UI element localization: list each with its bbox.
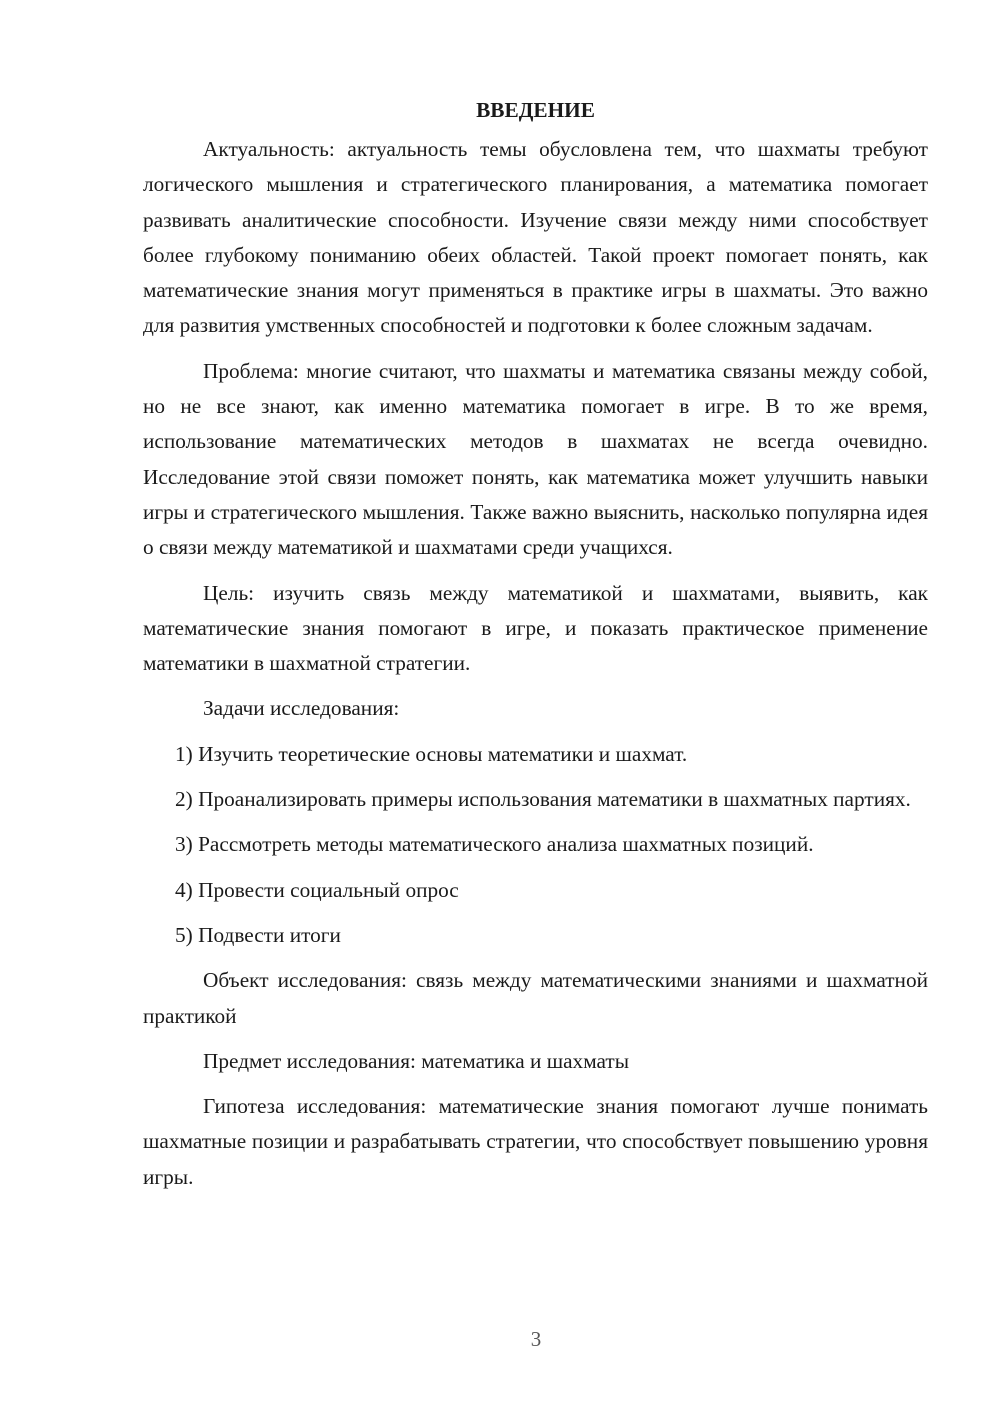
task-item-4: 4) Провести социальный опрос [175,877,459,902]
task-item-2: 2) Проанализировать примеры использования математики в шахматных партиях. [175,787,911,812]
paragraph-relevance: Актуальность: актуальность темы обусловлена тем, что шахматы требуют логического мышления и стратегического планирования, а математика помогает развивать аналитические способности. Изучение связи между ними способствует более глубокому пониманию обеих областей. Такой проект помогает понять, как математические знания могут применяться в практике игры в шахматы. Это важно для развития умственных способностей и подготовки к более сложным задачам. [143,137,928,338]
page-title: ВВЕДЕНИЕ [476,98,595,122]
tasks-heading: Задачи исследования: [203,696,400,721]
paragraph-goal: Цель: изучить связь между математикой и шахматами, выявить, как математические знания помогают в игре, и показать практическое применение математики в шахматной стратегии. [143,580,928,676]
task-item-3: 3) Рассмотреть методы математического анализа шахматных позиций. [175,832,814,857]
paragraph-object: Объект исследования: связь между математическими знаниями и шахматной практикой [143,968,928,1028]
paragraph-problem: Проблема: многие считают, что шахматы и математика связаны между собой, но не все знают, как именно математика помогает в игре. В то же время, использование математических методов в шахматах не всегда очевидно. Исследование этой связи поможет понять, как математика может улучшить навыки игры и стратегического мышления. Также важно выяснить, насколько популярна идея о связи между математикой и шахматами среди учащихся. [143,358,928,560]
paragraph-subject: Предмет исследования: математика и шахматы [203,1048,630,1073]
document-body [143,92,928,1205]
paragraph-hypothesis: Гипотеза исследования: математические знания помогают лучше понимать шахматные позиции и разрабатывать стратегии, что способствует повышению уровня игры. [143,1094,928,1189]
task-item-5: 5) Подвести итоги [175,922,341,947]
task-item-1: 1) Изучить теоретические основы математики и шахмат. [175,741,688,766]
page-number: 3 [530,1327,542,1351]
